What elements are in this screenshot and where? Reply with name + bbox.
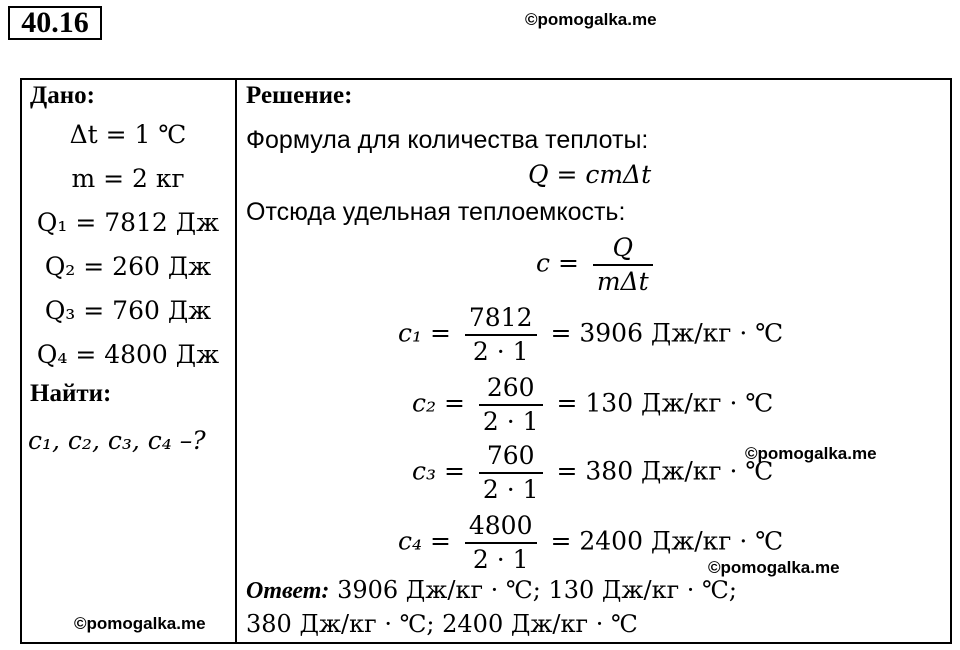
given-item-q4: Q₄ = 4800 Дж — [36, 340, 220, 369]
c2-result: = 130 Дж/кг · ℃ — [556, 388, 774, 418]
watermark-top: ©pomogalka.me — [525, 10, 657, 29]
c1-result: = 3906 Дж/кг · ℃ — [550, 318, 784, 348]
formula-text: Формула для количества теплоты: — [246, 126, 649, 154]
given-column — [22, 80, 234, 640]
find-heading: Найти: — [30, 380, 112, 407]
c1-equation — [398, 302, 783, 368]
c1-fraction — [465, 302, 537, 368]
derived-text: Отсюда удельная теплоемкость: — [246, 198, 626, 226]
c2-denominator: 2 · 1 — [482, 407, 539, 436]
c2-fraction — [479, 372, 543, 438]
c3-denominator: 2 · 1 — [482, 475, 539, 504]
given-item-q1: Q₁ = 7812 Дж — [36, 208, 220, 237]
c1-denominator: 2 · 1 — [472, 337, 529, 366]
c2-numerator: 260 — [479, 372, 543, 406]
c-formula-denominator: mΔt — [596, 267, 649, 296]
given-item-mass: m = 2 кг — [71, 164, 185, 193]
c3-numerator: 760 — [479, 440, 543, 474]
answer-line-2: 380 Дж/кг · ℃; 2400 Дж/кг · ℃ — [246, 610, 638, 638]
answer-line-1 — [246, 576, 737, 605]
column-divider — [235, 78, 237, 644]
c2-equation — [412, 372, 773, 438]
given-item-q3: Q₃ = 760 Дж — [44, 296, 212, 325]
c1-lhs: c₁ = — [398, 318, 451, 348]
c4-result: = 2400 Дж/кг · ℃ — [550, 526, 784, 556]
c4-numerator: 4800 — [465, 510, 537, 544]
c1-numerator: 7812 — [465, 302, 537, 336]
given-item-dt: Δt = 1 ℃ — [69, 120, 187, 149]
problem-number: 40.16 — [8, 6, 102, 40]
find-value: c₁, c₂, c₃, c₄ –? — [28, 426, 206, 455]
answer-values-1: 3906 Дж/кг · ℃; 130 Дж/кг · ℃; — [337, 576, 737, 604]
c4-denominator: 2 · 1 — [472, 545, 529, 574]
c-formula-numerator: Q — [593, 232, 653, 266]
watermark-bottom-left: ©pomogalka.me — [74, 614, 206, 633]
heat-formula: Q = cmΔt — [528, 160, 652, 189]
c3-result: = 380 Дж/кг · ℃ — [556, 456, 774, 486]
c4-lhs: c₄ = — [398, 526, 451, 556]
c4-fraction — [465, 510, 537, 576]
c-formula-lhs: c = — [536, 248, 579, 278]
answer-label: Ответ: — [246, 578, 330, 604]
c3-lhs: c₃ = — [412, 456, 465, 486]
c3-equation — [412, 440, 773, 506]
watermark-lower: ©pomogalka.me — [708, 558, 840, 577]
c2-lhs: c₂ = — [412, 388, 465, 418]
solution-column — [240, 80, 950, 640]
watermark-mid: ©pomogalka.me — [745, 444, 877, 463]
solution-heading: Решение: — [246, 82, 353, 109]
c-formula — [536, 232, 659, 298]
c-formula-fraction — [593, 232, 653, 298]
c3-fraction — [479, 440, 543, 506]
given-item-q2: Q₂ = 260 Дж — [44, 252, 212, 281]
given-heading: Дано: — [30, 82, 95, 109]
